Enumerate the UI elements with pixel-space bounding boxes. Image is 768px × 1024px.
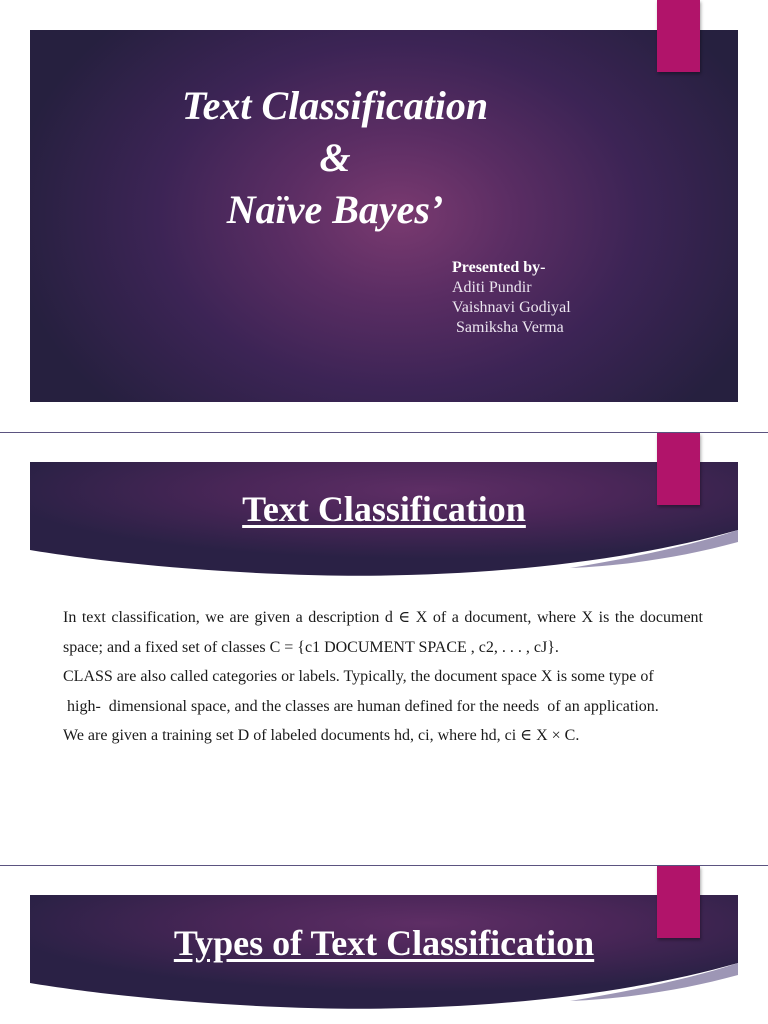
slide-title: Types of Text Classification (173, 923, 595, 963)
slide-banner (30, 462, 738, 576)
body-paragraph: In text classification, we are given a description d ∈ X of a document, where X is the document space; and a fixed set of classes C = {c1 DOCUMENT SPACE , c2, . . . , cJ}. (63, 609, 703, 656)
accent-tab (657, 866, 700, 938)
slide-body (63, 603, 703, 751)
body-paragraph: CLASS are also called categories or labels. Typically, the document space X is some type of (63, 668, 654, 685)
title-slide-panel (30, 30, 738, 402)
title-line: Naïve Bayes’ (226, 187, 444, 232)
presentation-title (140, 80, 530, 236)
title-line: & (319, 135, 351, 180)
slide-title: Text Classification (242, 489, 526, 529)
content-slide (0, 433, 768, 865)
body-paragraph: high- dimensional space, and the classes are human defined for the needs of an application. (63, 697, 659, 715)
title-slide (0, 0, 768, 432)
content-slide (0, 866, 768, 1024)
body-paragraph: We are given a training set D of labeled documents hd, ci, where hd, ci ∈ X × C. (63, 727, 580, 744)
presenter-name: Aditi Pundir (452, 279, 532, 296)
presenter-name: Vaishnavi Godiyal (452, 299, 571, 316)
presenter-name: Samiksha Verma (452, 319, 564, 336)
accent-tab (657, 433, 700, 505)
slide-banner (30, 895, 738, 1009)
accent-tab (657, 0, 700, 72)
title-line: Text Classification (181, 83, 489, 128)
presented-by-label: Presented by- (452, 259, 546, 276)
presenters-block (452, 258, 571, 338)
